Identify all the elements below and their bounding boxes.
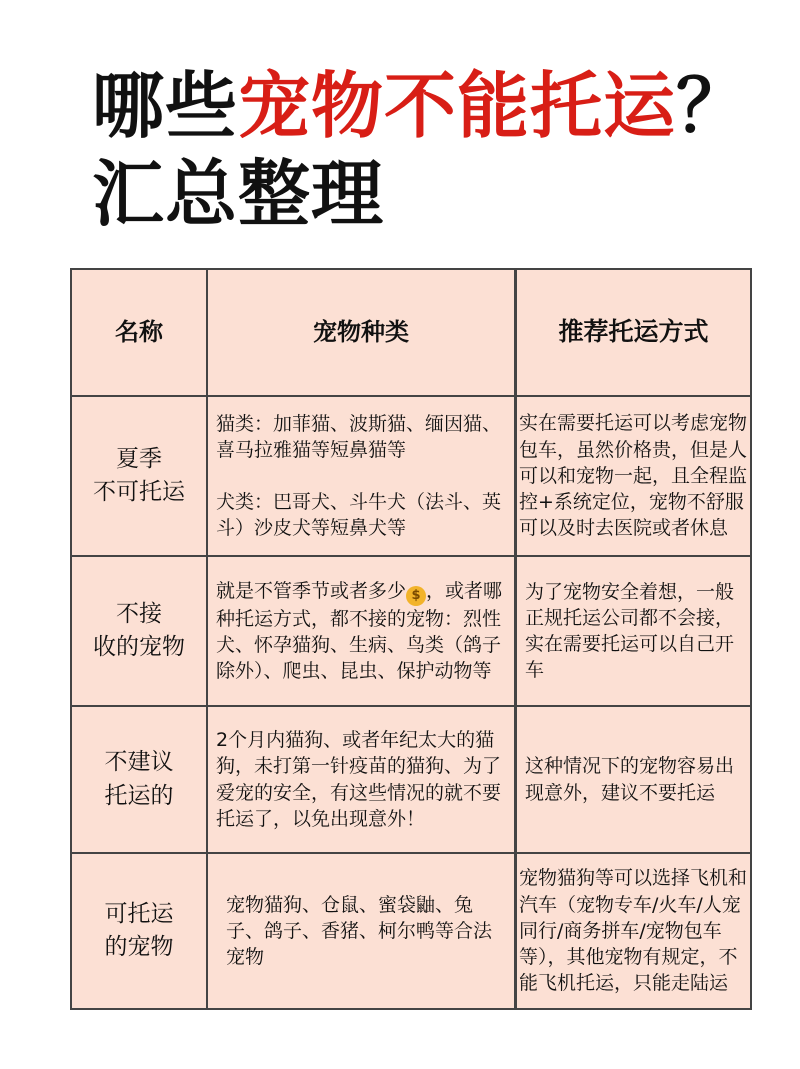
- row-1-name-line-1: 夏季: [116, 445, 162, 472]
- row-3-name: [72, 707, 206, 852]
- row-1-species-cats: 猫类：加菲猫、波斯猫、缅因猫、喜马拉雅猫等短鼻猫等: [216, 412, 502, 461]
- row-2-species-text-a: 就是不管季节或者多少: [216, 579, 407, 602]
- header-name: 名称: [115, 317, 163, 346]
- row-3-name-line-1: 不建议: [104, 749, 174, 776]
- title-highlight: 宠物不能托运: [238, 64, 677, 148]
- title-prefix: 哪些: [92, 64, 239, 148]
- row-1-name: [72, 397, 206, 555]
- row-2-species: [208, 557, 514, 705]
- header-method: 推荐托运方式: [558, 317, 709, 347]
- row-4-method: 宠物猫狗等可以选择飞机和汽车（宠物专车/火车/人宠同行/商务拼车/宠物包车等），其他宠物有规定，不能飞机托运，只能走陆运: [519, 867, 748, 995]
- row-4-name-line-2: 的宠物: [104, 934, 174, 960]
- row-2-method: 为了宠物安全着想，一般正规托运公司都不会接，实在需要托运可以自己开车: [525, 580, 735, 682]
- money-bag-icon: $: [406, 586, 426, 606]
- row-3-name-line-2: 托运的: [104, 782, 174, 809]
- row-2-name-line-2: 收的宠物: [93, 634, 185, 660]
- row-3-method: 这种情况下的宠物容易出现意外，建议不要托运: [525, 755, 735, 804]
- row-4-name-line-1: 可托运: [104, 900, 174, 927]
- row-4-species: 宠物猫狗、仓鼠、蜜袋鼬、兔子、鸽子、香猪、柯尔鸭等合法宠物: [226, 893, 493, 969]
- row-1-method: 实在需要托运可以考虑宠物包车，虽然价格贵，但是人可以和宠物一起，且全程监控+系统定位，宠物不舒服可以及时去医院或者休息: [519, 412, 748, 540]
- page-title-line-2: 汇总整理: [92, 152, 385, 236]
- row-4-name: [72, 854, 206, 1008]
- page-title-line-1: [92, 64, 750, 148]
- row-2-name: [72, 557, 206, 705]
- row-1-species-dogs: 犬类：巴哥犬、斗牛犬（法斗、英斗）沙皮犬等短鼻犬等: [216, 491, 502, 540]
- title-suffix: ？: [676, 64, 750, 148]
- row-3-species: 2个月内猫狗、或者年纪太大的猫狗，未打第一针疫苗的猫狗、为了爱宠的安全，有这些情况的就不要托运了，以免出现意外！: [216, 729, 502, 830]
- row-1-species: [208, 397, 514, 555]
- row-2-species-text-b: ，或者哪种托运方式，都不接的宠物：烈性犬、怀孕猫狗、生病、鸟类（鸽子除外）、爬虫、昆虫、保护动物等: [216, 579, 503, 683]
- header-species: 宠物种类: [313, 317, 409, 346]
- row-2-name-line-1: 不接: [116, 600, 162, 627]
- pet-shipping-table: [70, 268, 752, 1010]
- row-1-name-line-2: 不可托运: [93, 479, 185, 505]
